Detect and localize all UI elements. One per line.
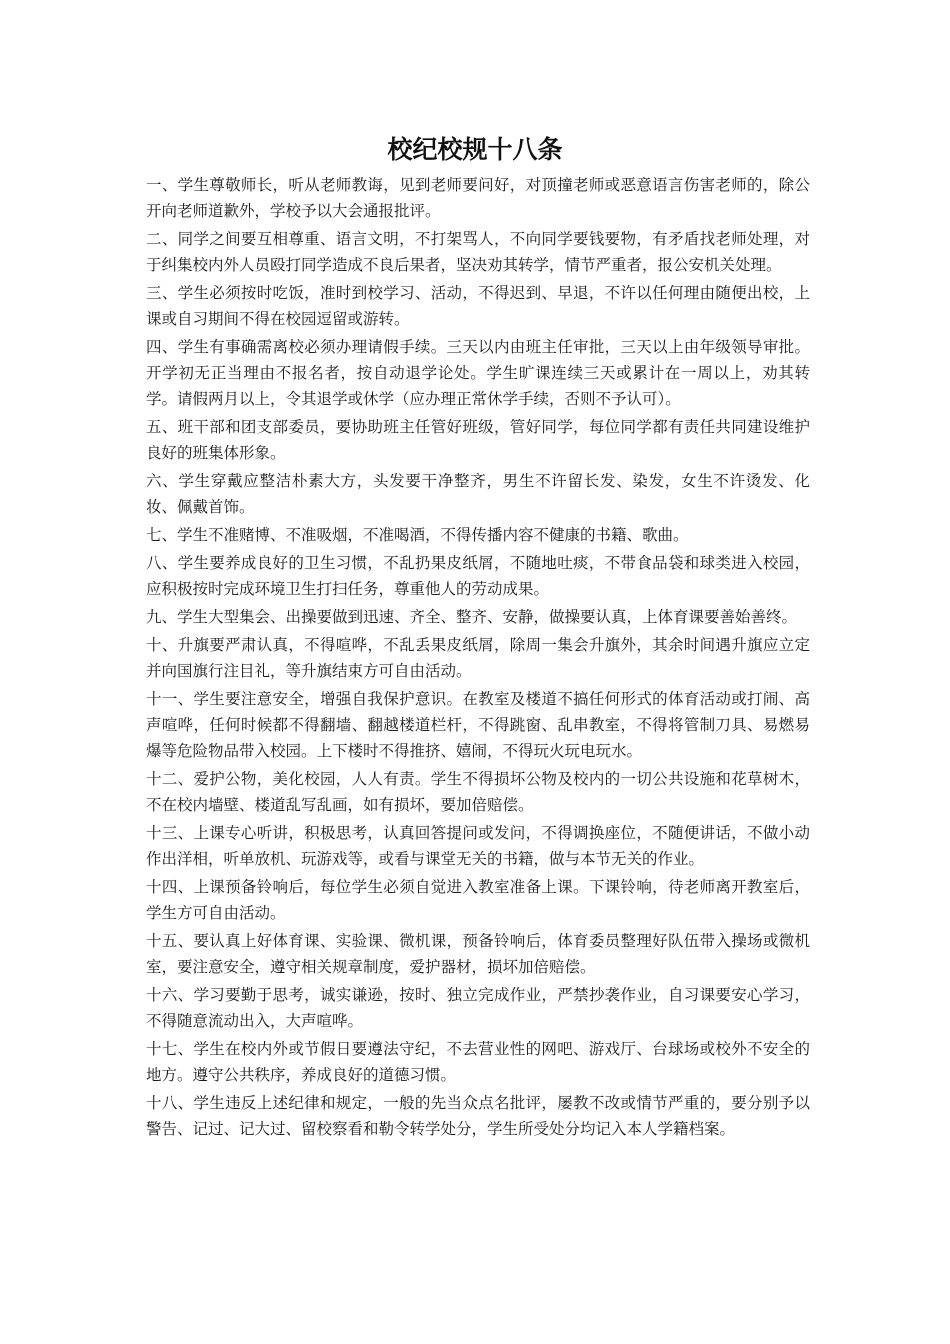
rule-6: 六、学生穿戴应整洁朴素大方，头发要干净整齐，男生不许留长发、染发，女生不许烫发、化妆、佩戴首饰。 bbox=[146, 472, 810, 516]
rules-list bbox=[146, 172, 810, 1144]
rule-2: 二、同学之间要互相尊重、语言文明，不打架骂人，不向同学要钱要物，有矛盾找老师处理，对于纠集校内外人员殴打同学造成不良后果者，坚决劝其转学，情节严重者，报公安机关处理。 bbox=[146, 230, 810, 274]
rule-11: 十一、学生要注意安全，增强自我保护意识。在教室及楼道不搞任何形式的体育活动或打闹、高声喧哗，任何时候都不得翻墙、翻越楼道栏杆，不得跳窗、乱串教室，不得将管制刀具、易燃易爆等危险物品带入校园。上下楼时不得推挤、嬉闹，不得玩火玩电玩水。 bbox=[146, 690, 810, 760]
rule-15: 十五、要认真上好体育课、实验课、微机课，预备铃响后，体育委员整理好队伍带入操场或微机室，要注意安全，遵守相关规章制度，爱护器材，损坏加倍赔偿。 bbox=[146, 932, 810, 976]
rule-10: 十、升旗要严肃认真，不得喧哗，不乱丢果皮纸屑，除周一集会升旗外，其余时间遇升旗应立定并向国旗行注目礼，等升旗结束方可自由活动。 bbox=[146, 636, 810, 680]
document-title: 校纪校规十八条 bbox=[387, 135, 563, 164]
rule-12: 十二、爱护公物，美化校园，人人有责。学生不得损坏公物及校内的一切公共设施和花草树木，不在校内墙壁、楼道乱写乱画，如有损坏，要加倍赔偿。 bbox=[146, 770, 810, 814]
rule-8: 八、学生要养成良好的卫生习惯，不乱扔果皮纸屑，不随地吐痰，不带食品袋和球类进入校园，应积极按时完成环境卫生打扫任务，尊重他人的劳动成果。 bbox=[146, 554, 810, 598]
rule-3: 三、学生必须按时吃饭，准时到校学习、活动，不得迟到、早退，不许以任何理由随便出校，上课或自习期间不得在校园逗留或游转。 bbox=[146, 284, 810, 328]
rule-9: 九、学生大型集会、出操要做到迅速、齐全、整齐、安静，做操要认真，上体育课要善始善终。 bbox=[146, 608, 798, 626]
rule-17: 十七、学生在校内外或节假日要遵法守纪，不去营业性的网吧、游戏厅、台球场或校外不安全的地方。遵守公共秩序，养成良好的道德习惯。 bbox=[146, 1040, 810, 1084]
rule-14: 十四、上课预备铃响后，每位学生必须自觉进入教室准备上课。下课铃响，待老师离开教室后，学生方可自由活动。 bbox=[146, 878, 810, 922]
rule-1: 一、学生尊敬师长，听从老师教诲，见到老师要问好，对顶撞老师或恶意语言伤害老师的，除公开向老师道歉外，学校予以大会通报批评。 bbox=[146, 176, 810, 220]
rule-16: 十六、学习要勤于思考，诚实谦逊，按时、独立完成作业，严禁抄袭作业，自习课要安心学习，不得随意流动出入，大声喧哗。 bbox=[146, 986, 810, 1030]
rule-13: 十三、上课专心听讲，积极思考，认真回答提问或发问，不得调换座位，不随便讲话，不做小动作出洋相，听单放机、玩游戏等，或看与课堂无关的书籍，做与本节无关的作业。 bbox=[146, 824, 810, 868]
rule-7: 七、学生不准赌博、不准吸烟，不准喝酒，不得传播内容不健康的书籍、歌曲。 bbox=[146, 526, 689, 544]
rule-4: 四、学生有事确需离校必须办理请假手续。三天以内由班主任审批，三天以上由年级领导审批。开学初无正当理由不报名者，按自动退学论处。学生旷课连续三天或累计在一周以上，劝其转学。请假两月以上，令其退学或休学（应办理正常休学手续，否则不予认可）。 bbox=[146, 338, 810, 408]
rule-18: 十八、学生违反上述纪律和规定，一般的先当众点名批评，屡教不改或情节严重的，要分别予以警告、记过、记大过、留校察看和勒令转学处分，学生所受处分均记入本人学籍档案。 bbox=[146, 1094, 810, 1138]
rule-5: 五、班干部和团支部委员，要协助班主任管好班级，管好同学，每位同学都有责任共同建设维护良好的班集体形象。 bbox=[146, 418, 810, 462]
